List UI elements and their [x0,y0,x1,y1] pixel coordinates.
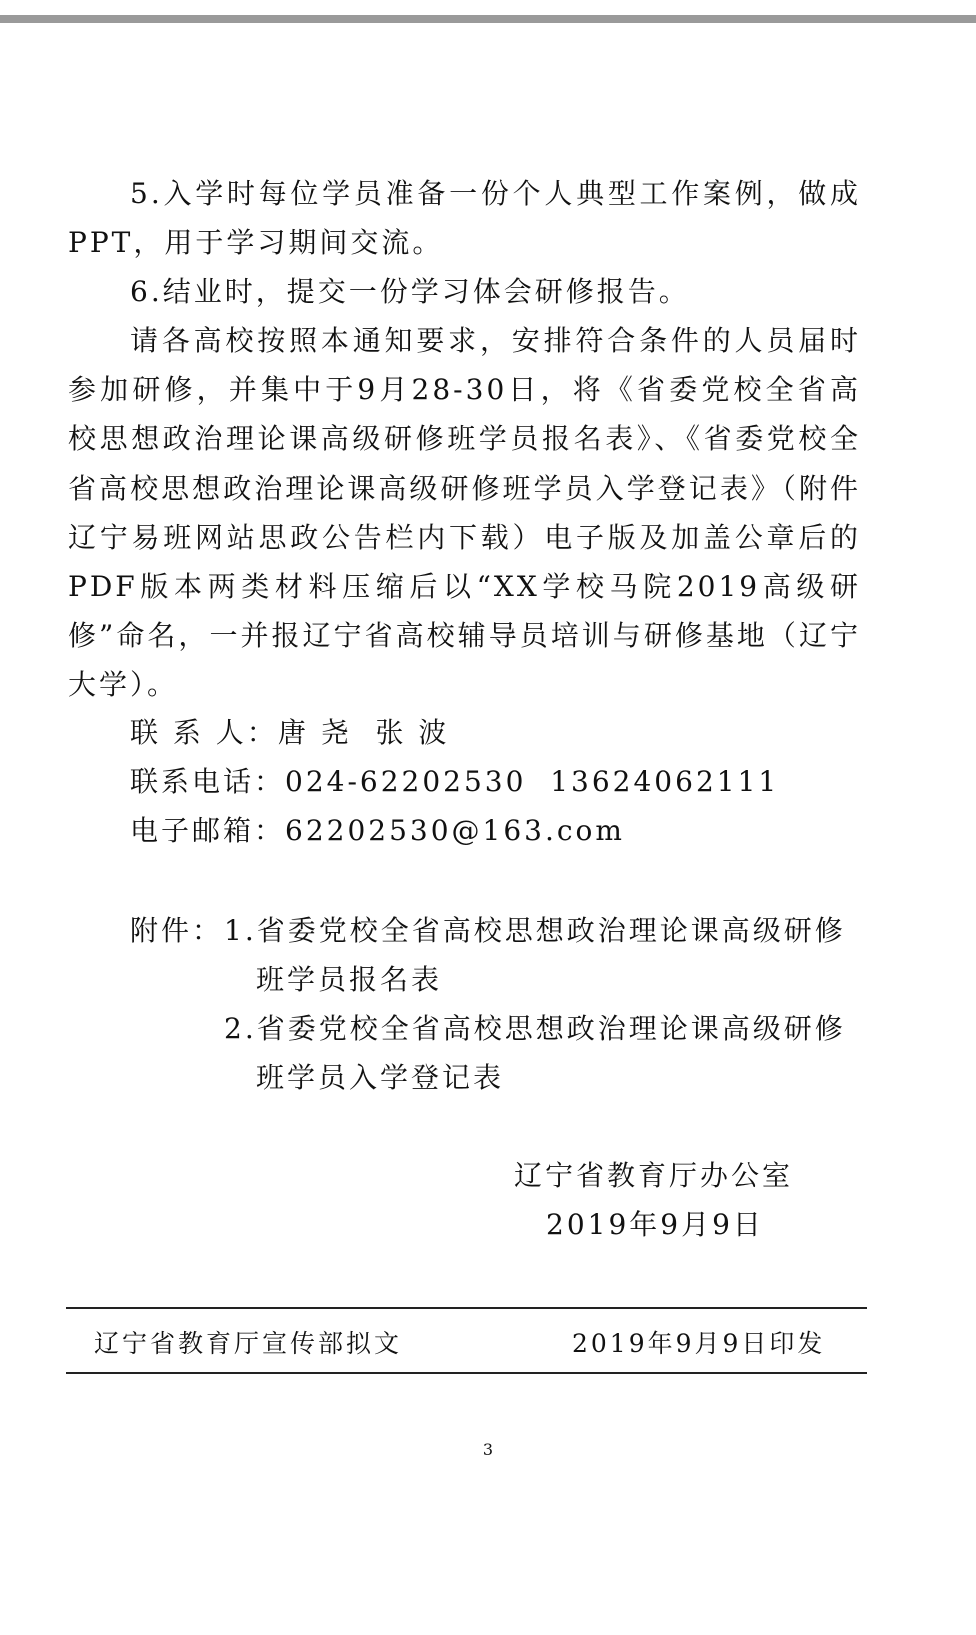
contact-email-value: 62202530@163.com [285,814,625,847]
contact-person-value: 唐 尧 张 波 [277,716,450,749]
attachments-label: 附件： [130,914,224,947]
contact-email-label: 电子邮箱： [130,814,286,847]
footer-top-rule [66,1307,867,1309]
top-border-bar [0,15,976,23]
footer-issue-date: 2019年9月9日印发 [572,1329,826,1358]
contact-phone-row [130,762,779,802]
footer-drafter: 辽宁省教育厅宣传部拟文 [94,1329,403,1358]
item-5-paragraph: 5.入学时每位学员准备一份个人典型工作案例，做成PPT，用于学习期间交流。 [68,177,861,260]
attachment-2-line-1: 2.省委党校全省高校思想政治理论课高级研修 [224,1012,846,1045]
page-number: 3 [482,1440,494,1459]
request-paragraph: 请各高校按照本通知要求，安排符合条件的人员届时参加研修，并集中于9月28-30日，将《省委党校全省高校思想政治理论课高级研修班学员报名表》、《省委党校全省高校思想政治理论课高级研修班学员入学登记表》（附件辽宁易班网站思政公告栏内下载）电子版及加盖公章后的PDF版本两类材料压缩后以“XX学校马院2019高级研修”命名，一并报辽宁省高校辅导员培训与研修基地（辽宁大学）。 [68,324,861,702]
signature-date: 2019年9月9日 [546,1208,764,1241]
attachment-2-line-2: 班学员入学登记表 [256,1061,505,1094]
contact-person-label: 联 系 人： [130,716,278,749]
attachment-1-line-2: 班学员报名表 [256,963,443,996]
signature-org: 辽宁省教育厅办公室 [514,1159,794,1192]
contact-email-row [130,811,625,851]
attachment-1-line-1: 1.省委党校全省高校思想政治理论课高级研修 [224,914,846,947]
contact-person-row [130,713,449,753]
footer-bottom-rule [66,1372,867,1374]
item-6-paragraph: 6.结业时，提交一份学习体会研修报告。 [130,275,690,308]
contact-phone-label: 联系电话： [130,765,286,798]
contact-phone-value: 024-62202530 13624062111 [285,765,780,798]
